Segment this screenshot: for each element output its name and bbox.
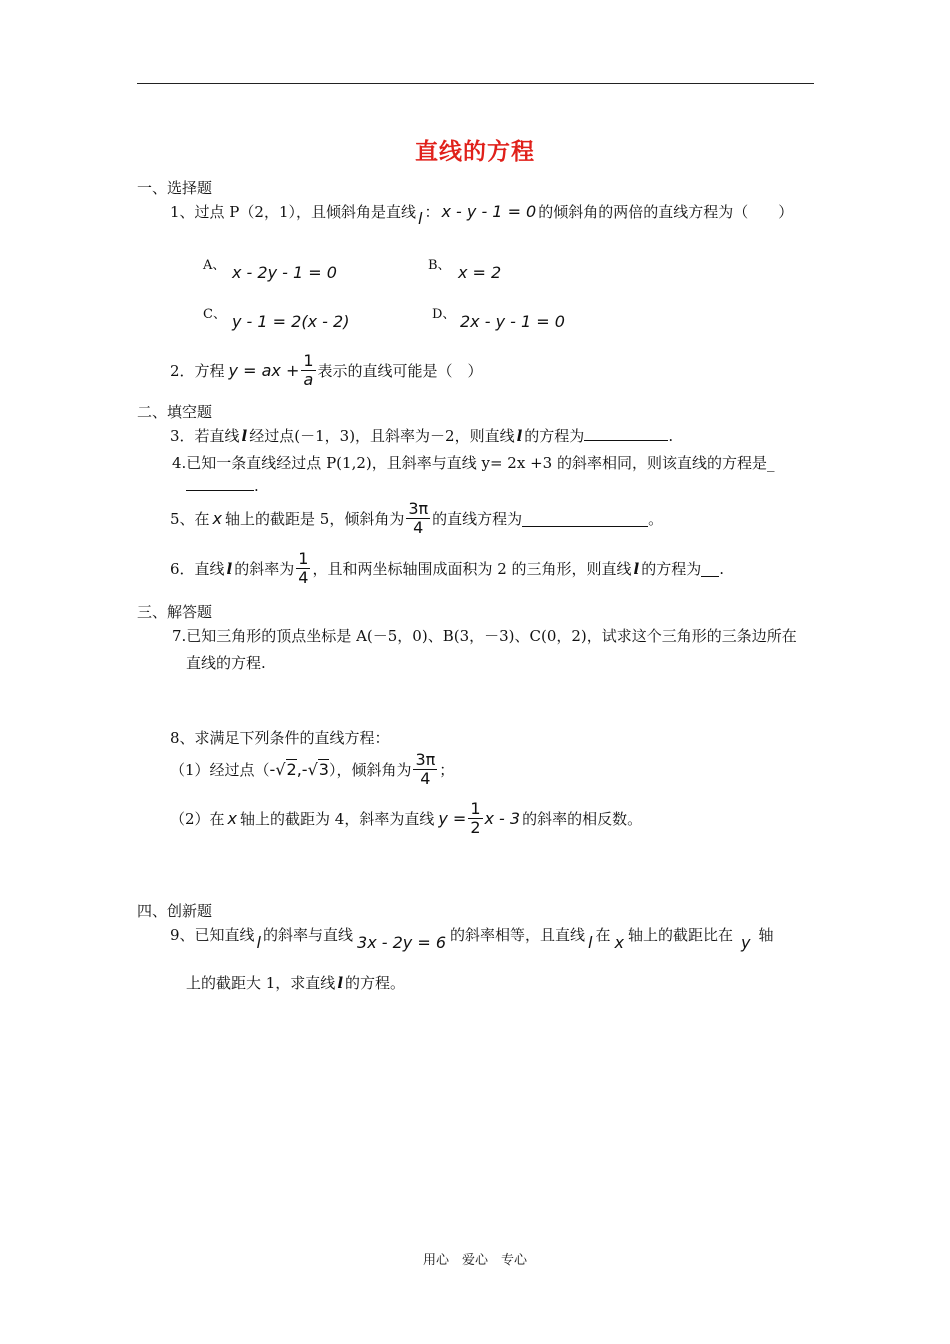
q5-part2: 轴上的截距是 5，倾斜角为: [225, 510, 405, 528]
q6-l: l: [226, 559, 233, 578]
q1-option-b-label: B、: [428, 258, 451, 273]
question-9-line2: [186, 972, 405, 993]
q1-option-d-label: D、: [432, 307, 456, 322]
q9-part2: 的斜率与直线: [263, 926, 354, 944]
q3-part2: 经过点(－1，3)，且斜率为－2，则直线: [249, 427, 515, 445]
q9-part1: 9、已知直线: [170, 926, 255, 944]
q9-line2-part2: 的方程。: [345, 974, 406, 992]
q9-l3: l: [337, 974, 344, 992]
question-8-condition-2: [170, 800, 642, 837]
q8-c1-fraction-num: 3π: [415, 750, 436, 769]
q3-l: l: [241, 427, 248, 445]
question-7-line2: 直线的方程.: [186, 654, 266, 672]
q1-line-l: l: [418, 209, 423, 228]
q3-part3: 的方程为: [524, 427, 585, 445]
q2-fraction-den: a: [303, 370, 314, 389]
q9-line2-part1: 上的截距大 1，求直线: [186, 974, 336, 992]
q9-l2: l: [588, 933, 593, 952]
q5-part1: 5、在: [170, 510, 210, 528]
q6-l2: l: [633, 559, 640, 578]
q5-fraction: [406, 500, 430, 537]
question-2: [170, 352, 483, 389]
q8-c2-lhs: y =: [438, 809, 467, 828]
q8-c1-radicand-2: 3: [318, 760, 329, 779]
question-8-condition-1: [170, 751, 454, 788]
q2-fraction-num: 1: [303, 351, 314, 370]
q3-l2: l: [516, 427, 523, 445]
q1-colon: ：: [424, 203, 440, 221]
q8-c1-end: ；: [439, 761, 455, 779]
q8-c1-close: ），倾斜角为: [328, 761, 412, 779]
q8-c1-sqrt3: √3: [307, 760, 329, 779]
page-footer: 用心 爱心 专心: [422, 1253, 527, 1268]
q4-answer-blank: [186, 490, 254, 491]
q8-c1-radicand-1: 2: [286, 760, 297, 779]
q8-c2-fraction: [468, 800, 482, 837]
q6-part4: 的方程为: [641, 560, 702, 578]
question-6: [170, 550, 724, 587]
q1-option-c-label: C、: [203, 307, 226, 322]
q1-prefix: 1、过点 P（2，1），且倾斜角是直线: [170, 203, 416, 221]
section-heading-fill: 二、填空题: [137, 403, 213, 421]
q3-end: .: [668, 427, 674, 445]
question-3: [170, 425, 673, 446]
q1-option-b: x = 2: [458, 263, 502, 282]
question-8: 8、求满足下列条件的直线方程：: [170, 729, 390, 747]
q1-option-d: 2x - y - 1 = 0: [460, 312, 565, 331]
q8-c2-part2: 轴上的截距为 4，斜率为直线: [240, 810, 435, 828]
q8-c1-prefix: （1）经过点（: [170, 761, 270, 779]
q8-c2-rhs: x - 3: [484, 809, 521, 828]
q3-part1: 3．若直线: [170, 427, 240, 445]
q2-prefix: 2．方程: [170, 362, 225, 380]
q9-x: x: [614, 933, 624, 952]
q1-suffix: 的倾斜角的两倍的直线方程为（ ）: [538, 203, 794, 221]
section-heading-choice: 一、选择题: [137, 179, 213, 197]
q6-fraction-num: 1: [298, 549, 309, 568]
q5-fraction-num: 3π: [408, 499, 429, 518]
q5-answer-blank: [522, 510, 648, 527]
q5-part3: 的直线方程为: [432, 510, 523, 528]
q8-c1-fraction-den: 4: [420, 769, 431, 788]
q6-part2: 的斜率为: [234, 560, 295, 578]
q8-c2-x: x: [227, 809, 238, 828]
q2-suffix: 表示的直线可能是（ ）: [317, 362, 483, 380]
q9-l: l: [256, 933, 261, 952]
question-9: [170, 924, 774, 952]
q9-equation: 3x - 2y = 6: [357, 933, 447, 952]
q2-fraction: [301, 352, 315, 389]
q8-c1-fraction: [413, 751, 437, 788]
page-title: 直线的方程: [415, 138, 535, 165]
question-4-line2: [186, 477, 259, 495]
q5-fraction-den: 4: [413, 518, 424, 537]
q6-part1: 6．直线: [170, 560, 225, 578]
q6-end: .: [719, 559, 725, 578]
q9-part4: 在: [595, 926, 611, 944]
q8-c2-end: 的斜率的相反数。: [522, 810, 643, 828]
q6-answer-blank: [701, 560, 719, 577]
q8-c1-mid: ,-: [296, 760, 308, 779]
header-rule: [137, 83, 814, 84]
q8-c1-minus: -: [269, 760, 276, 779]
q3-answer-blank: [584, 440, 668, 441]
q8-c2-prefix: （2）在: [170, 810, 225, 828]
q9-part6: 轴: [758, 926, 774, 944]
q1-equation: x - y - 1 = 0: [441, 202, 537, 221]
question-4: 4.已知一条直线经过点 P(1,2)，且斜率与直线 y= 2x +3 的斜率相同，则该直线的方程是_: [172, 454, 775, 472]
section-heading-solve: 三、解答题: [137, 603, 213, 621]
q6-part3: ，且和两坐标轴围成面积为 2 的三角形，则直线: [312, 560, 632, 578]
section-heading-innovation: 四、创新题: [137, 902, 213, 920]
q9-part5: 轴上的截距比在: [627, 926, 733, 944]
question-7: 7.已知三角形的顶点坐标是 A(－5，0)、B(3，－3)、C(0，2)，试求这个三角形的三条边所在: [172, 627, 797, 645]
q8-c1-sqrt2: √2: [275, 760, 297, 779]
question-1: [170, 201, 794, 228]
q1-option-c: y - 1 = 2(x - 2): [232, 312, 350, 331]
q1-option-a: x - 2y - 1 = 0: [232, 263, 337, 282]
q8-c2-fraction-num: 1: [470, 799, 481, 818]
question-5: [170, 500, 663, 537]
q5-x: x: [212, 509, 223, 528]
q4-end: .: [254, 477, 259, 495]
q2-lhs: y = ax +: [228, 361, 300, 380]
q8-c2-fraction-den: 2: [470, 818, 481, 837]
q5-end: 。: [648, 510, 664, 528]
q9-part3: 的斜率相等，且直线: [450, 926, 586, 944]
q9-y: y: [740, 933, 751, 952]
q6-fraction: [296, 550, 310, 587]
q6-fraction-den: 4: [298, 568, 309, 587]
q1-option-a-label: A、: [203, 258, 226, 273]
